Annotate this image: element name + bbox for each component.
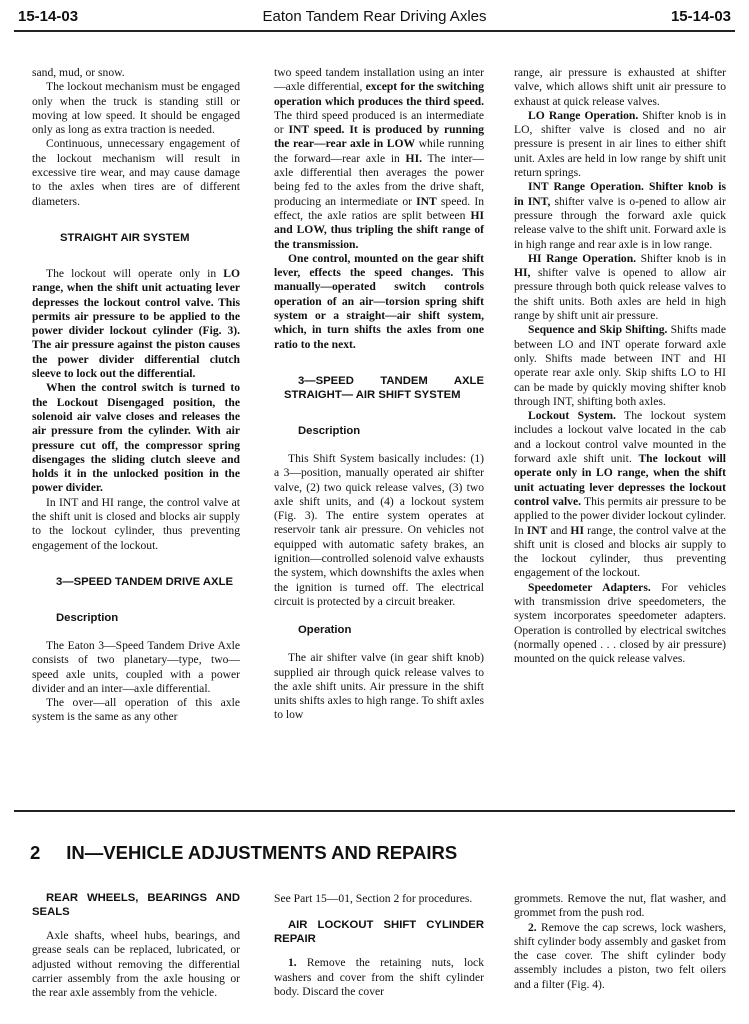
subheading: 3—SPEED TANDEM DRIVE AXLE	[56, 575, 234, 588]
paragraph: The over—all operation of this axle system is the same as any other	[32, 696, 240, 724]
paragraph: The air shifter valve (in gear shift knob) supplied air through quick release valves to the axle shift units. Air pressure in the shift units shifts axles to high range. To shift axles to low	[274, 651, 484, 722]
page-number-left: 15-14-03	[18, 8, 79, 25]
subheading: Description	[56, 611, 119, 624]
paragraph: LO Range Operation. Shifter knob is in LO, shifter valve is closed and no air pressure is present in air lines to either shift unit. Axles are held in low range by shift unit return springs.	[514, 108, 726, 180]
page-number-right: 15-14-03	[670, 8, 731, 25]
bottom-column-3	[514, 892, 726, 992]
paragraph: range, air pressure is exhausted at shifter valve, which allows shift unit air pressure to exhaust at quick release valves.	[514, 66, 726, 108]
column-3	[514, 66, 726, 666]
subheading: 3—SPEED TANDEM AXLE STRAIGHT— AIR SHIFT SYSTEM	[284, 374, 484, 401]
paragraph: This Shift System basically includes: (1) a 3—position, manually operated air shifter valve, (2) two quick release valves, (3) two axle shift units, and (4) a lockout system (Fig. 3). The entire system operates at reservoir tank air pressure. On vehicles not equipped with automatic safety brakes, an ignition—controlled solenoid valve exhausts the system, which downshifts the axles when the ignition is turned off. The electrical circuit is protected by a circuit breaker.	[274, 451, 484, 608]
subheading: Description	[298, 424, 361, 437]
bottom-column-2	[274, 892, 484, 999]
subheading: STRAIGHT AIR SYSTEM	[60, 231, 190, 244]
paragraph: In INT and HI range, the control valve at the shift unit is closed and blocks air supply to the lockout cylinder, thus preventing engagement of the lockout.	[32, 495, 240, 552]
paragraph: One control, mounted on the gear shift lever, effects the speed changes. This manually—operated switch controls operation of an air—torsion spring shift system or a straight—air shift system, which, in turn shifts the axles from one ratio to the next.	[274, 251, 484, 351]
paragraph: See Part 15—01, Section 2 for procedures.	[274, 892, 473, 905]
running-title: Eaton Tandem Rear Driving Axles	[262, 8, 487, 25]
paragraph: The lockout mechanism must be engaged only when the truck is standing still or moving at low speed. It should be engaged only as long as extra traction is needed.	[32, 80, 240, 137]
paragraph: Axle shafts, wheel hubs, bearings, and grease seals can be replaced, lubricated, or adjusted without removing the differential carrier assembly from the axle housing or the rear axle assembly from the vehicle.	[32, 929, 240, 1000]
section-number: 2	[30, 842, 41, 863]
paragraph: HI Range Operation. Shifter knob is in HI, shifter valve is opened to allow air pressure through both quick release valves to the shift units. Both axles are held in high range by shift unit air pressure.	[514, 251, 726, 323]
section-divider	[14, 810, 735, 812]
paragraph: 1. Remove the retaining nuts, lock washers and cover from the shift cylinder body. Discard the cover	[274, 956, 484, 998]
paragraph: INT Range Operation. Shifter knob is in INT, shifter valve is o-pened to allow air pressure through the forward axle quick release valve to the shift unit. Forward axle is in high range and rear axle is in low range.	[514, 180, 726, 251]
bottom-column-1	[32, 891, 240, 1000]
subheading: Operation	[298, 624, 352, 637]
header-rule	[14, 30, 735, 32]
paragraph: Speedometer Adapters. For vehicles with transmission drive speedometers, the system incorporates speedometer adapters. Operation is controlled by electrical switches (normally opened . . . closed by air pressure) mounted on the quick release valves.	[514, 580, 726, 666]
page-header	[14, 6, 735, 30]
section-title: IN—VEHICLE ADJUSTMENTS AND REPAIRS	[66, 842, 458, 863]
paragraph: two speed tandem installation using an inter—axle differential, except for the switching operation which produces the third speed. The third speed produced is an intermediate or INT speed. It is produced by running the rear—rear axle in LOW while running the forward—rear axle in HI. The inter—axle differential then averages the power being fed to the axles from the drive shaft, producing an intermediate or INT speed. In effect, the axle ratios are split between HI and LOW, thus tripling the shift range of the transmission.	[274, 66, 485, 251]
section-heading	[30, 842, 457, 864]
paragraph: The lockout will operate only in LO range, when the shift unit actuating lever depresses the lockout control valve. This permits air pressure to be applied to the power divider lockout cylinder (Fig. 3). The air pressure against the piston causes the power divider differential clutch sleeve to lock out the differential.	[32, 266, 240, 381]
column-2	[274, 66, 484, 723]
paragraph: Lockout System. The lockout system includes a lockout valve located in the cab and a lockout control valve mounted in the forward axle shift unit. The lockout will operate only in LO range, when the shift unit actuating lever depresses the lockout control valve. This permits air pressure to be applied to the power divider lockout cylinder. In INT and HI range, the control valve at the shift unit is closed and blocks air supply to the lockout cylinder, thus preventing engagement of the lockout.	[514, 409, 726, 580]
paragraph: sand, mud, or snow.	[32, 66, 125, 79]
paragraph: Sequence and Skip Shifting. Shifts made between LO and INT operate forward axle only. Shifts made between INT and HI operate rear axle only. Skip shifts LO to HI can be made by quickly moving shifter knob through INT, shifting both axles.	[514, 323, 727, 408]
subheading: AIR LOCKOUT SHIFT CYLINDER REPAIR	[274, 919, 484, 946]
paragraph: When the control switch is turned to the Lockout Disengaged position, the solenoid air valve closes and releases the air pressure from the cylinder. With air pressure cut off, the compressor spring disengages the sliding clutch sleeve and holds it in the unlocked position in the power divider.	[32, 381, 240, 495]
paragraph: 2. Remove the cap screws, lock washers, shift cylinder body assembly and gasket from the case cover. The shift cylinder body assembly includes a piston, two felt oilers and a filter (Fig. 4).	[514, 920, 726, 991]
paragraph: Continuous, unnecessary engagement of the lockout mechanism will result in excessive tire wear, and may cause damage to the axles when tires are of different diameters.	[32, 137, 240, 208]
paragraph: grommets. Remove the nut, flat washer, and grommet from the push rod.	[514, 892, 726, 920]
column-1	[32, 66, 240, 725]
paragraph: The Eaton 3—Speed Tandem Drive Axle consists of two planetary—type, two—speed axle units, coupled with a power divider and an inter—axle differential.	[32, 638, 240, 695]
subheading: REAR WHEELS, BEARINGS AND SEALS	[32, 892, 240, 918]
